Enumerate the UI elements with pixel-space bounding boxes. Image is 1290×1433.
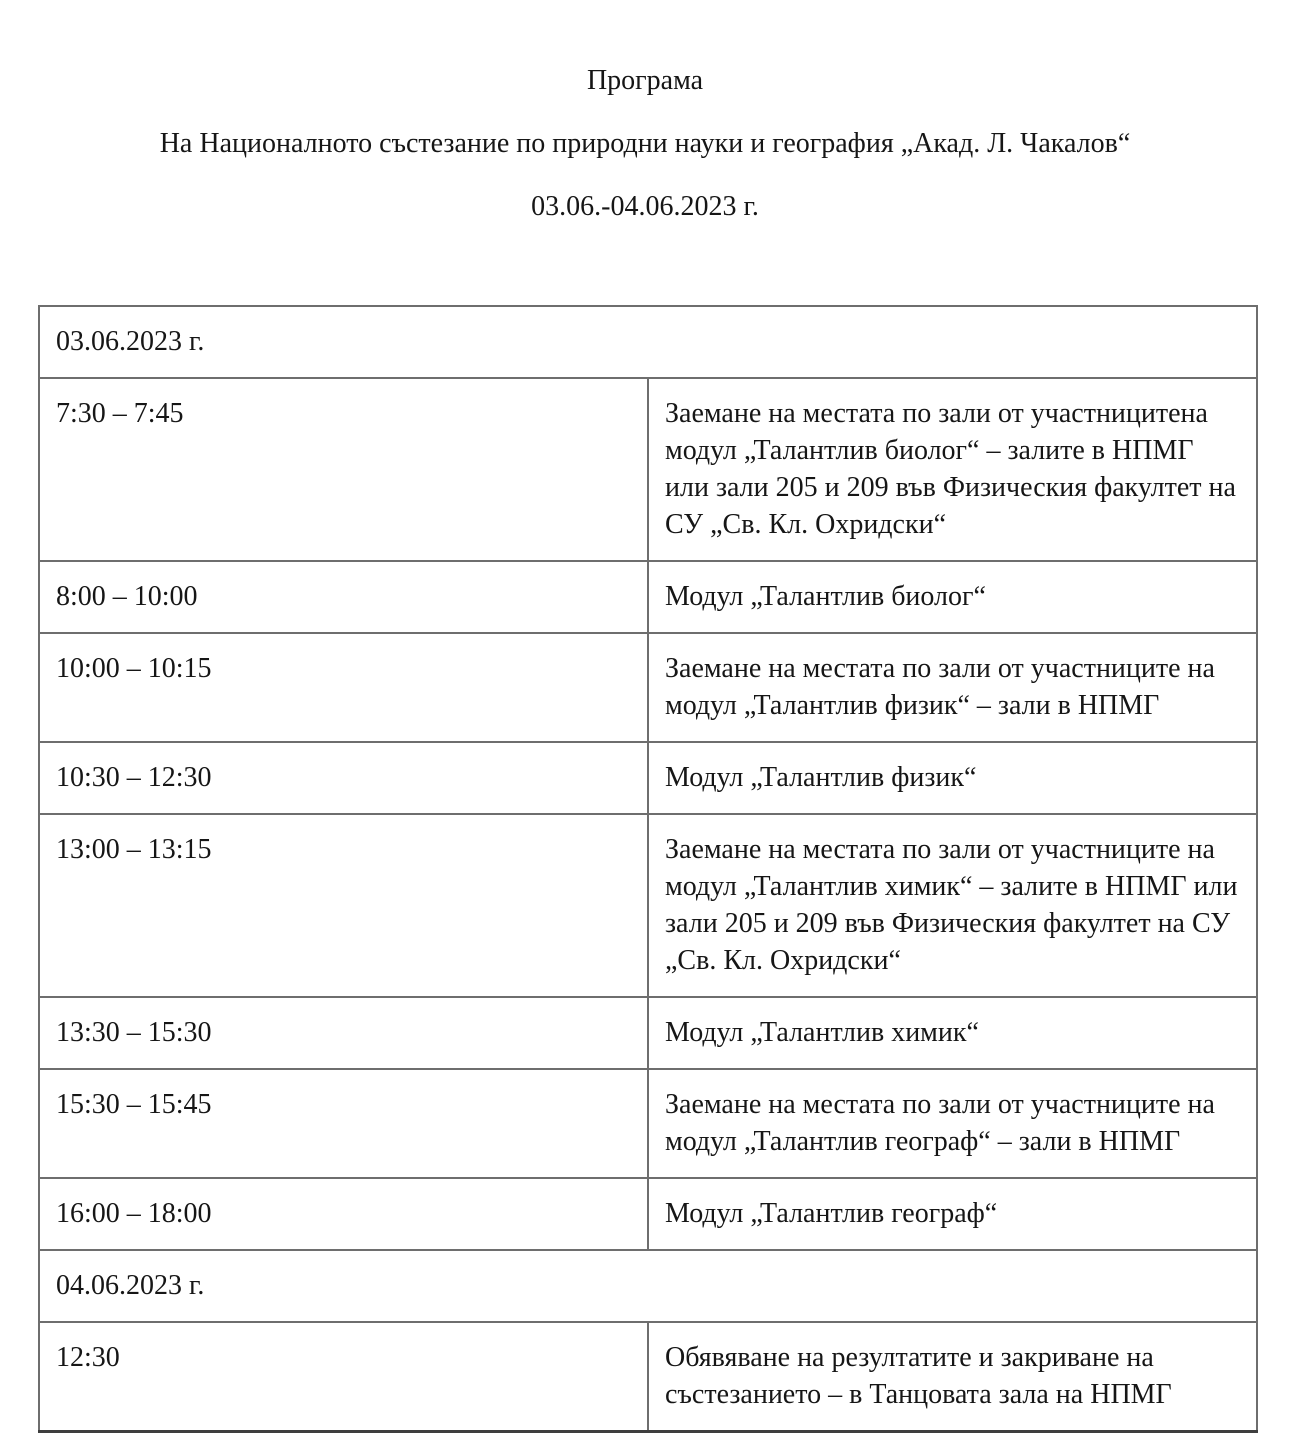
schedule-row [39,742,1257,814]
schedule-row [39,1178,1257,1250]
document-header [0,0,1290,225]
schedule-row [39,1069,1257,1178]
description-cell: Модул „Талантлив химик“ [648,997,1257,1069]
description-cell: Обявяване на резултатите и закриване на състезанието – в Танцовата зала на НПМГ [648,1322,1257,1432]
time-cell: 10:30 – 12:30 [39,742,648,814]
date-cell: 04.06.2023 г. [39,1250,1257,1322]
schedule-row [39,561,1257,633]
doc-title: Програма [586,65,704,96]
description-cell: Заемане на местата по зали от участниците на модул „Талантлив химик“ – залите в НПМГ или зали 205 и 209 във Физическия факултет на СУ „Св. Кл. Охридски“ [648,814,1257,997]
date-cell: 03.06.2023 г. [39,306,1257,378]
date-row [39,1250,1257,1322]
time-cell: 10:00 – 10:15 [39,633,648,742]
description-cell: Модул „Талантлив физик“ [648,742,1257,814]
description-cell: Заемане на местата по зали от участниците на модул „Талантлив географ“ – зали в НПМГ [648,1069,1257,1178]
time-cell: 8:00 – 10:00 [39,561,648,633]
doc-subtitle: На Националното състезание по природни науки и география „Акад. Л. Чакалов“ [159,128,1131,159]
schedule-table [38,305,1258,1433]
schedule-row [39,1322,1257,1432]
time-cell: 15:30 – 15:45 [39,1069,648,1178]
schedule-row [39,997,1257,1069]
date-row [39,306,1257,378]
schedule-row [39,814,1257,997]
description-cell: Заемане на местата по зали от участниците на модул „Талантлив физик“ – зали в НПМГ [648,633,1257,742]
time-cell: 16:00 – 18:00 [39,1178,648,1250]
time-cell: 7:30 – 7:45 [39,378,648,561]
description-cell: Модул „Талантлив биолог“ [648,561,1257,633]
time-cell: 12:30 [39,1322,648,1432]
description-cell: Модул „Талантлив географ“ [648,1178,1257,1250]
schedule-row [39,633,1257,742]
schedule-row [39,378,1257,561]
description-cell: Заемане на местата по зали от участницитена модул „Талантлив биолог“ – залите в НПМГ или зали 205 и 209 във Физическия факултет на СУ „Св. Кл. Охридски“ [648,378,1257,561]
doc-date-range: 03.06.-04.06.2023 г. [531,191,759,222]
time-cell: 13:30 – 15:30 [39,997,648,1069]
time-cell: 13:00 – 13:15 [39,814,648,997]
